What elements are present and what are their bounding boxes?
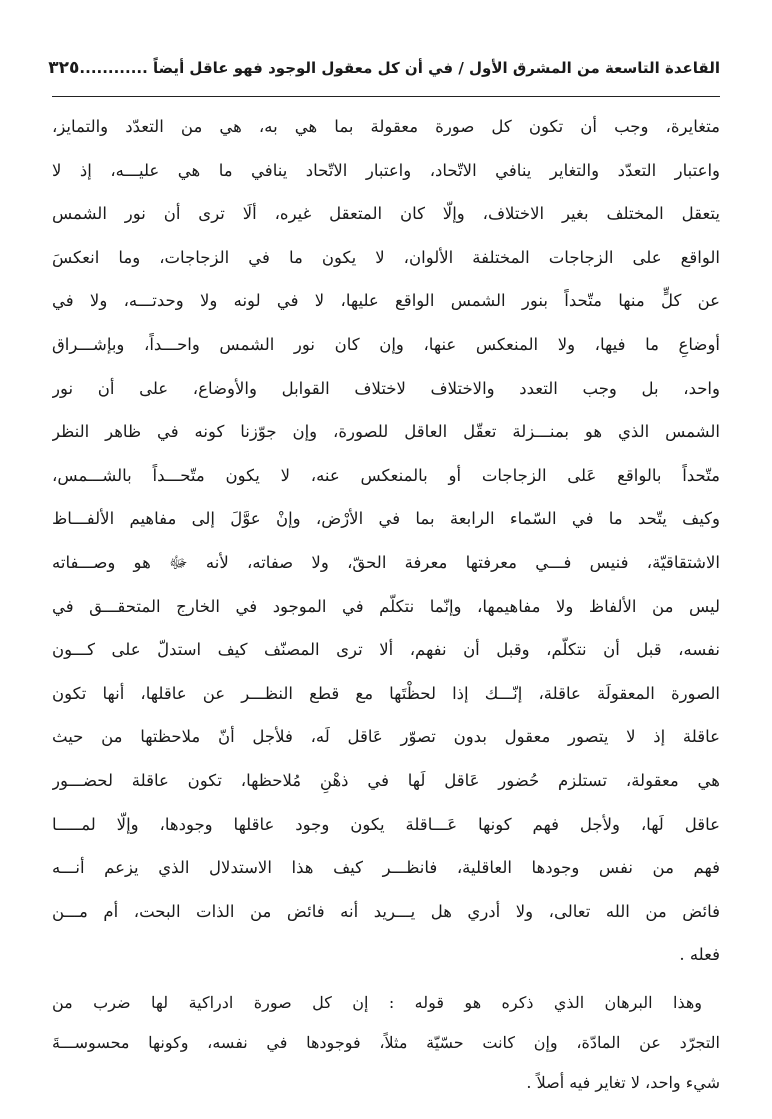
text-line: الواقع على الزجاجات المختلفة الألوان، لا يكون ما في الزجاجات، وما انعكسَ	[52, 247, 720, 267]
text-line: ليس من الألفاظ ولا مفاهيمها، وإنّما نتكلّم في الموجود في الخارج المتحقـــق في	[52, 596, 720, 616]
paragraph-quotation	[52, 983, 720, 1103]
text-line: واحد، بل وجب التعدد والاختلاف لاختلاف القوابل والأوضاع، على أن نور	[52, 378, 720, 398]
text-line: عن كلٍّ منها متّحداً بنور الشمس الواقع عليها، لا في لونه ولا وحدتـــه، ولا في	[52, 291, 720, 311]
header-rule	[52, 96, 720, 97]
text-line: فائض من الله تعالى، ولا أدري هل يـــريد أنه فائض من الذات البحت، أم مـــن	[52, 901, 720, 921]
text-line: الاشتقاقيّة، فنيس فـــي معرفتها معرفة الحقّ، ولا صفاته، لأنه ﷻ هو وصـــفاته	[52, 552, 720, 572]
page-number: ٣٢٥	[48, 58, 80, 78]
text-line: عاقل لَها، ولأجل فهم كونها عَـــاقلة يكون وجود عاقلها وجودها، وإلّا لمـــــا	[52, 814, 720, 834]
text-line: الصورة المعقولَة عاقلة، إنّـــك إذا لحظْتَها مع قطع النظـــر عن عاقلها، أنها تكون	[52, 683, 720, 703]
text-line: وكيف يتّحد ما في السّماء الرابعة بما في الأرْض، وإنْ عوَّلَ إلى مفاهيم الألفـــاظ	[52, 509, 720, 529]
text-line: شيء واحد، لا تغاير فيه أصلاً .	[526, 1072, 720, 1092]
text-line: متّحداً بالواقع عَلى الزجاجات أو بالمنعكس عنه، لا يكون متّحـــداً بالشـــمس،	[52, 465, 720, 485]
paragraph-commentary	[52, 105, 720, 977]
text-line: فهم من نفس وجودها العاقلية، فانظـــر كيف هذا الاستدلال الذي يزعم أنـــه	[52, 858, 720, 878]
text-line: التجرّد عن المادّة، وإن كانت حسّيّة مثلاً، فوجودها في نفسه، وكونها محسوســـةَ	[52, 1032, 720, 1052]
text-line: أوضاعِ ما فيها، ولا المنعكس عنها، وإن كان نور الشمس واحـــداً، وبإشـــراق	[52, 334, 720, 354]
running-title: القاعدة التاسعة من المشرق الأول / في أن كل معقول الوجود فهو عاقل أيضاً ............	[79, 59, 720, 77]
text-line: يتعقل المختلف بغير الاختلاف، وإلّا كان المتعقل غيره، ألَا ترى أن نور الشمس	[52, 204, 720, 224]
text-line: الشمس الذي هو بمنـــزلة تعقّل العاقل للصورة، وإن جوّزنا كونه في ظاهر النظر	[52, 422, 720, 442]
book-page	[48, 58, 720, 1098]
text-line: متغايرة، وجب أن تكون كل صورة معقولة بما هي به، هي من التعدّد والتمايز،	[52, 117, 720, 136]
text-line: وهذا البرهان الذي ذكره هو قوله : إن كل صورة ادراكية لها ضرب من	[52, 992, 703, 1012]
text-line: هي معقولة، تستلزم حُضور عَاقل لَها في ذهْنِ مُلاحظها، تكون عاقلة لحضـــور	[52, 770, 720, 790]
text-line: واعتبار التعدّد والتغاير ينافي الاتّحاد، واعتبار الاتّحاد ينافي ما هي عليـــه، إذ لا	[52, 160, 720, 180]
text-line: فعله .	[679, 945, 720, 965]
text-line: نفسه، قبل أن نتكلّم، وقبل أن نفهم، ألا ترى المصنّف كيف استدلّ على كـــون	[52, 640, 720, 660]
text-line: عاقلة إذ لا يتصور معقول بدون تصوّر عَاقل لَه، فلأجل أنّ ملاحظتها من حيث	[52, 727, 720, 747]
running-header	[48, 58, 720, 94]
